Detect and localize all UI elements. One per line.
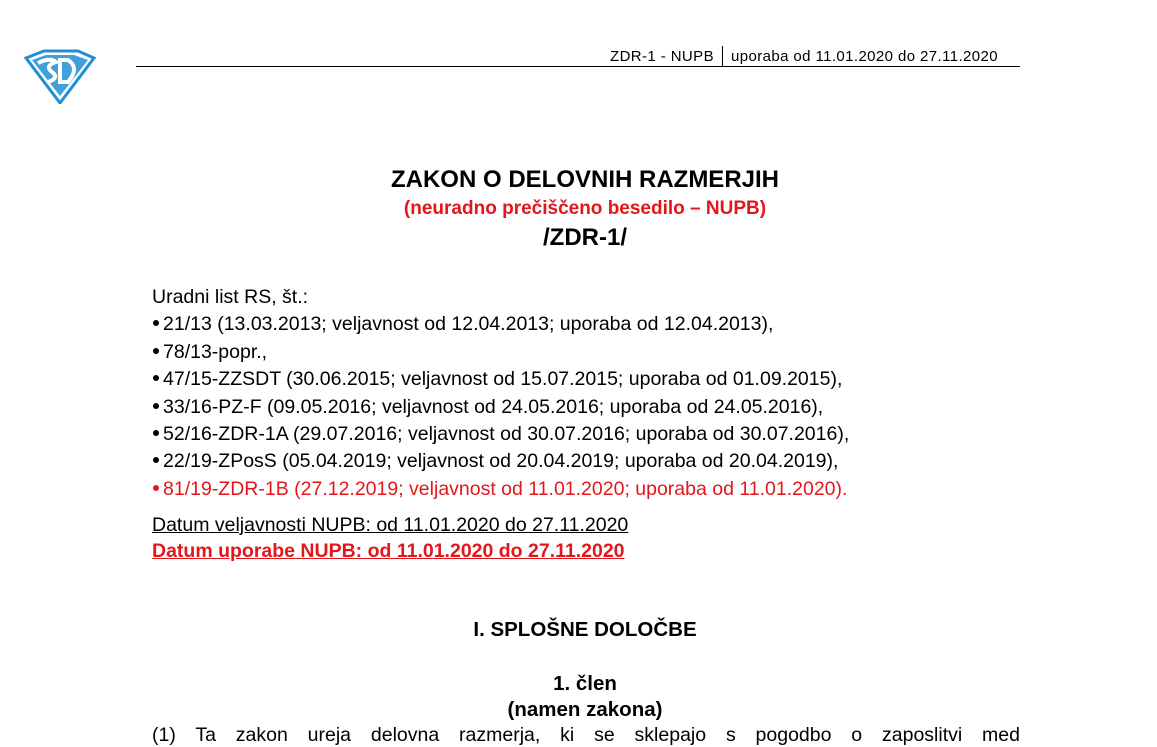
gazette-label: Uradni list RS, št.: bbox=[152, 286, 309, 308]
gazette-item-current: 81/19-ZDR-1B (27.12.2019; veljavnost od 11.01.2020; uporaba od 11.01.2020). bbox=[152, 476, 849, 503]
bullet-icon bbox=[153, 457, 159, 463]
sd-shield-logo-icon bbox=[22, 48, 96, 104]
bullet-icon bbox=[153, 348, 159, 354]
gazette-item: 47/15-ZZSDT (30.06.2015; veljavnost od 15.07.2015; uporaba od 01.09.2015), bbox=[152, 366, 849, 393]
header-text bbox=[610, 46, 998, 66]
bullet-icon bbox=[153, 485, 159, 491]
gazette-item: 22/19-ZPosS (05.04.2019; veljavnost od 20.04.2019; uporaba od 20.04.2019), bbox=[152, 448, 849, 475]
validity-date-line: Datum veljavnosti NUPB: od 11.01.2020 do 27.11.2020 bbox=[152, 514, 629, 536]
bullet-icon bbox=[153, 430, 159, 436]
gazette-item: 78/13-popr., bbox=[152, 339, 849, 366]
bullet-icon bbox=[153, 403, 159, 409]
gazette-list bbox=[152, 284, 849, 503]
header-doc-code: ZDR-1 - NUPB bbox=[610, 48, 714, 65]
header-usage-range: uporaba od 11.01.2020 do 27.11.2020 bbox=[730, 48, 998, 65]
bullet-icon bbox=[153, 375, 159, 381]
validity-dates bbox=[152, 512, 628, 564]
article-paragraph: (1) Ta zakon ureja delovna razmerja, ki se sklepajo s pogodbo o zaposlitvi med bbox=[152, 724, 1020, 746]
document-title: ZAKON O DELOVNIH RAZMERJIH bbox=[390, 166, 779, 193]
document-abbreviation: /ZDR-1/ bbox=[543, 224, 627, 251]
header-separator bbox=[722, 46, 723, 66]
gazette-item: 21/13 (13.03.2013; veljavnost od 12.04.2013; uporaba od 12.04.2013), bbox=[152, 311, 849, 338]
document-subtitle: (neuradno prečiščeno besedilo – NUPB) bbox=[403, 198, 767, 219]
running-header bbox=[136, 44, 1020, 67]
bullet-icon bbox=[153, 320, 159, 326]
section-heading: I. SPLOŠNE DOLOČBE bbox=[473, 618, 697, 641]
usage-date-line: Datum uporabe NUPB: od 11.01.2020 do 27.11.2020 bbox=[152, 540, 625, 562]
gazette-item: 52/16-ZDR-1A (29.07.2016; veljavnost od 30.07.2016; uporaba od 30.07.2016), bbox=[152, 421, 849, 448]
article-title: (namen zakona) bbox=[507, 698, 663, 721]
article-number: 1. člen bbox=[553, 672, 617, 695]
gazette-item: 33/16-PZ-F (09.05.2016; veljavnost od 24.05.2016; uporaba od 24.05.2016), bbox=[152, 394, 849, 421]
